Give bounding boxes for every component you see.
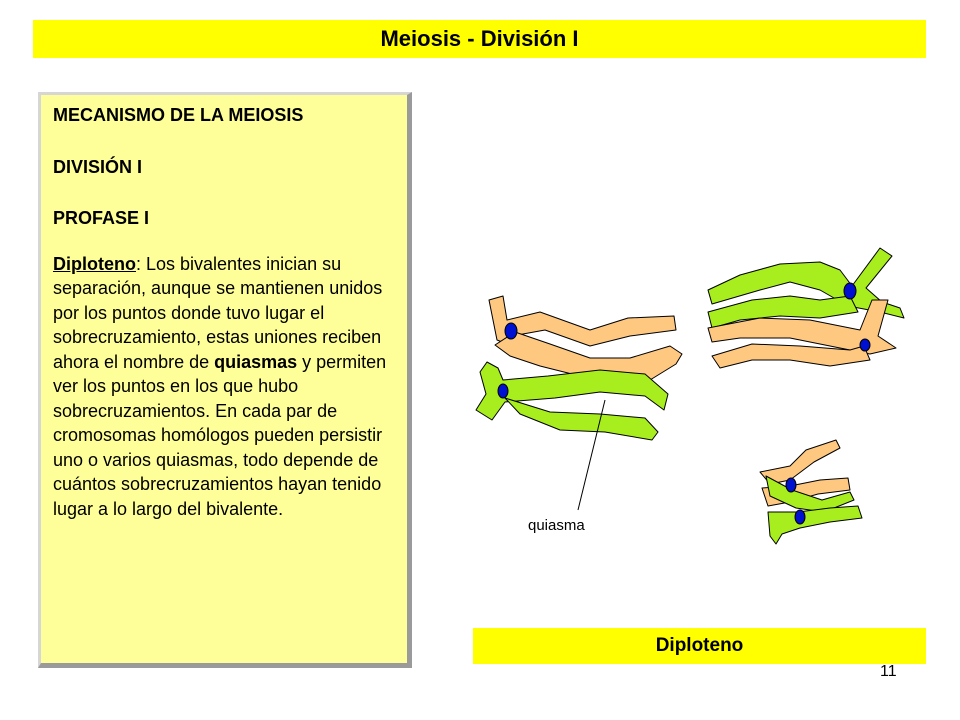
heading-division: DIVISIÓN I: [53, 156, 143, 177]
chromosome-green-left-2: [505, 398, 658, 440]
chiasma-upper-right-1: [844, 283, 856, 299]
chiasma-small-1: [786, 478, 796, 492]
diploteno-illustration: [462, 230, 942, 560]
slide-title: Meiosis - División I: [33, 20, 926, 58]
paragraph-text-1: : Los bivalentes inician su separación, aunque se mantienen unidos por los puntos donde tuvo lugar el sobrecruzamiento, estas uniones reciben ahora el nombre de: [53, 253, 383, 372]
chiasma-left-upper: [505, 323, 517, 339]
quiasma-label: quiasma: [528, 517, 585, 534]
term-diploteno: Diploteno: [53, 253, 136, 274]
term-quiasmas: quiasmas: [214, 351, 298, 372]
chromosome-green-small-2: [768, 506, 862, 544]
heading-mecanismo: MECANISMO DE LA MEIOSIS: [53, 105, 304, 125]
chiasma-small-2: [795, 510, 805, 524]
text-panel: [38, 92, 412, 668]
heading-profase: PROFASE I: [53, 208, 150, 229]
figure-caption: Diploteno: [473, 628, 926, 664]
diploteno-paragraph: [53, 252, 397, 522]
chiasma-upper-right-2: [860, 339, 870, 351]
paragraph-text-2: y permiten ver los puntos en los que hubo sobrecruzamientos. En cada par de cromosomas homólogos pueden persistir uno o varios quiasmas, todo depende de cuántos sobrecruzamientos hayan tenido lugar a lo largo del bivalente.: [53, 351, 387, 519]
chromosome-orange-small-1: [760, 440, 840, 484]
page-number: 11: [880, 663, 897, 680]
chiasma-left-lower: [498, 384, 508, 398]
